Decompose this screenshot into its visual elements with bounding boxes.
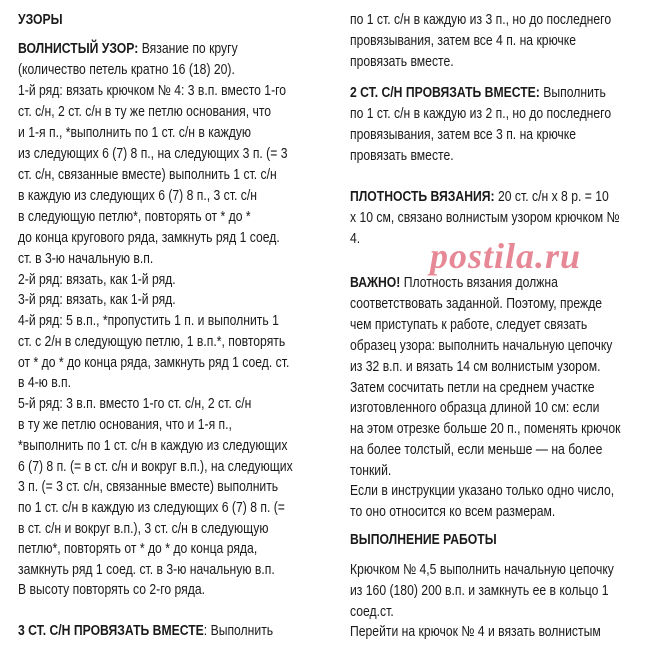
right-column-line	[350, 603, 394, 621]
body-text: ст. с/н, 2 ст. с/н в ту же петлю основания, что	[18, 104, 272, 120]
section-heading: УЗОРЫ	[18, 12, 63, 28]
right-column-line	[350, 379, 595, 397]
body-text: по 1 ст. с/н в каждую из следующих 6 (7) 8 п. (=	[18, 500, 285, 516]
left-column-line	[18, 561, 275, 579]
body-text: 3 п. (= 3 ст. с/н, связанные вместе) выполнить	[18, 479, 279, 495]
body-text: в 4-ю в.п.	[18, 375, 72, 391]
left-column-line	[18, 374, 71, 392]
body-text: от * до * до конца ряда, замкнуть ряд 1 соед. ст.	[18, 355, 290, 371]
right-column-line	[350, 561, 614, 579]
body-text: 5-й ряд: 3 в.п. вместо 1-го ст. с/н, 2 ст. с/н	[18, 396, 252, 412]
body-text: и 1-я п., *выполнить по 1 ст. с/н в каждую	[18, 125, 252, 141]
left-column-line	[18, 103, 271, 121]
section-heading: ВОЛНИСТЫЙ УЗОР:	[18, 41, 139, 57]
left-column-line	[18, 354, 289, 372]
left-column-line	[18, 291, 176, 309]
right-column-line	[350, 316, 587, 334]
body-text: Перейти на крючок № 4 и вязать волнистым	[350, 624, 601, 640]
left-column-line	[18, 395, 251, 413]
body-text: Крючком № 4,5 выполнить начальную цепочку	[350, 562, 614, 578]
body-text: *выполнить по 1 ст. с/н в каждую из следующих	[18, 438, 288, 454]
right-column-line	[350, 462, 391, 480]
body-text: из 32 в.п. и вязать 14 см волнистым узором.	[350, 359, 601, 375]
section-heading: 2 СТ. С/Н ПРОВЯЗАТЬ ВМЕСТЕ:	[350, 85, 540, 101]
body-text: провязать вместе.	[350, 54, 454, 70]
right-column-line	[350, 337, 612, 355]
left-column-line	[18, 416, 232, 434]
body-text: провязывания, затем все 3 п. на крючке	[350, 127, 577, 143]
section-heading: ВЫПОЛНЕНИЕ РАБОТЫ	[350, 532, 497, 548]
body-text: то оно относится ко всем размерам.	[350, 504, 556, 520]
left-column-line	[18, 11, 63, 29]
body-text: провязывания, затем все 4 п. на крючке	[350, 33, 577, 49]
right-column-line	[350, 188, 609, 206]
body-text: 2-й ряд: вязать, как 1-й ряд.	[18, 272, 176, 288]
body-text: замкнуть ряд 1 соед. ст. в 3-ю начальную в.п.	[18, 562, 275, 578]
section-heading: ВАЖНО!	[350, 275, 401, 291]
right-column-line	[350, 230, 360, 248]
body-text: на этом отрезке больше 20 п., поменять крючок	[350, 421, 621, 437]
left-column-line	[18, 581, 205, 599]
right-column-line	[350, 582, 609, 600]
body-text: В высоту повторять со 2-го ряда.	[18, 582, 206, 598]
body-text: х 10 см, связано волнистым узором крючком №	[350, 210, 620, 226]
body-text: по 1 ст. с/н в каждую из 3 п., но до последнего	[350, 12, 612, 28]
left-column-line	[18, 145, 288, 163]
right-column-line	[350, 399, 599, 417]
body-text: ст. с/н, связанные вместе) выполнить 1 ст. с/н	[18, 167, 277, 183]
right-column-line	[350, 358, 601, 376]
right-column-line	[350, 482, 614, 500]
watermark-logo: postila.ru	[430, 236, 582, 276]
body-text: 1-й ряд: вязать крючком № 4: 3 в.п. вместо 1-го	[18, 83, 287, 99]
body-text: ст. в 3-ю начальную в.п.	[18, 251, 154, 267]
body-text: Выполнить	[539, 85, 606, 101]
right-column-line	[350, 531, 497, 549]
left-column-line	[18, 458, 293, 476]
body-text: до конца кругового ряда, замкнуть ряд 1 соед.	[18, 230, 280, 246]
body-text: соответствовать заданной. Поэтому, прежде	[350, 296, 603, 312]
body-text: из следующих 6 (7) 8 п., на следующих 3 п. (= 3	[18, 146, 288, 162]
left-column-line	[18, 437, 287, 455]
body-text: 4.	[350, 231, 361, 247]
right-column-line	[350, 295, 602, 313]
body-text: в следующую петлю*, повторять от * до *	[18, 209, 251, 225]
body-text: Если в инструкции указано только одно число,	[350, 483, 615, 499]
body-text: 6 (7) 8 п. (= в ст. с/н и вокруг в.п.), на следующих	[18, 459, 293, 475]
body-text: (количество петель кратно 16 (18) 20).	[18, 62, 235, 78]
left-column-line	[18, 520, 268, 538]
left-column-line	[18, 271, 176, 289]
body-text: Затем сосчитать петли на среднем участке	[350, 380, 595, 396]
left-column-line	[18, 499, 285, 517]
right-column-line	[350, 32, 576, 50]
body-text: ст. с 2/н в следующую петлю, 1 в.п.*, повторять	[18, 334, 286, 350]
section-heading: ПЛОТНОСТЬ ВЯЗАНИЯ:	[350, 189, 495, 205]
left-column-line	[18, 82, 286, 100]
left-column-line	[18, 124, 251, 142]
left-column-line	[18, 478, 278, 496]
right-column-line	[350, 209, 620, 227]
body-text: на более толстый, если меньше — на более	[350, 442, 603, 458]
body-text: из 160 (180) 200 в.п. и замкнуть ее в кольцо 1	[350, 583, 609, 599]
left-column-line	[18, 61, 235, 79]
body-text: Вязание по кругу	[138, 41, 238, 57]
body-text: соед.ст.	[350, 604, 394, 620]
right-column-line	[350, 147, 454, 165]
right-column-line	[350, 274, 558, 292]
left-column-line	[18, 40, 238, 58]
body-text: 20 ст. с/н х 8 р. = 10	[494, 189, 609, 205]
left-column-line	[18, 166, 277, 184]
body-text: 3-й ряд: вязать, как 1-й ряд.	[18, 292, 176, 308]
body-text: изготовленного образца длиной 10 см: если	[350, 400, 600, 416]
right-column-line	[350, 623, 601, 641]
left-column-line	[18, 208, 251, 226]
right-column-line	[350, 420, 620, 438]
body-text: по 1 ст. с/н в каждую из 2 п., но до последнего	[350, 106, 612, 122]
body-text: образец узора: выполнить начальную цепочку	[350, 338, 613, 354]
body-text: 4-й ряд: 5 в.п., *пропустить 1 п. и выполнить 1	[18, 313, 279, 329]
right-column-line	[350, 126, 576, 144]
body-text: в ту же петлю основания, что и 1-я п.,	[18, 417, 232, 433]
body-text: тонкий.	[350, 463, 392, 479]
left-column-line	[18, 622, 273, 640]
right-column-line	[350, 11, 611, 29]
left-column-line	[18, 187, 257, 205]
right-column-line	[350, 441, 602, 459]
body-text: петлю*, повторять от * до * до конца ряда,	[18, 541, 258, 557]
body-text: в каждую из следующих 6 (7) 8 п., 3 ст. с/н	[18, 188, 257, 204]
body-text: : Выполнить	[203, 623, 274, 639]
right-column-line	[350, 105, 611, 123]
left-column-line	[18, 229, 280, 247]
body-text: в ст. с/н и вокруг в.п.), 3 ст. с/н в следующую	[18, 521, 269, 537]
left-column-line	[18, 250, 153, 268]
right-column-line	[350, 84, 606, 102]
right-column-line	[350, 503, 555, 521]
left-column-line	[18, 312, 279, 330]
right-column-line	[350, 53, 454, 71]
left-column-line	[18, 333, 285, 351]
section-heading: 3 СТ. С/Н ПРОВЯЗАТЬ ВМЕСТЕ	[18, 623, 204, 639]
body-text: чем приступать к работе, следует связать	[350, 317, 588, 333]
body-text: Плотность вязания должна	[400, 275, 558, 291]
left-column-line	[18, 540, 257, 558]
body-text: провязать вместе.	[350, 148, 454, 164]
